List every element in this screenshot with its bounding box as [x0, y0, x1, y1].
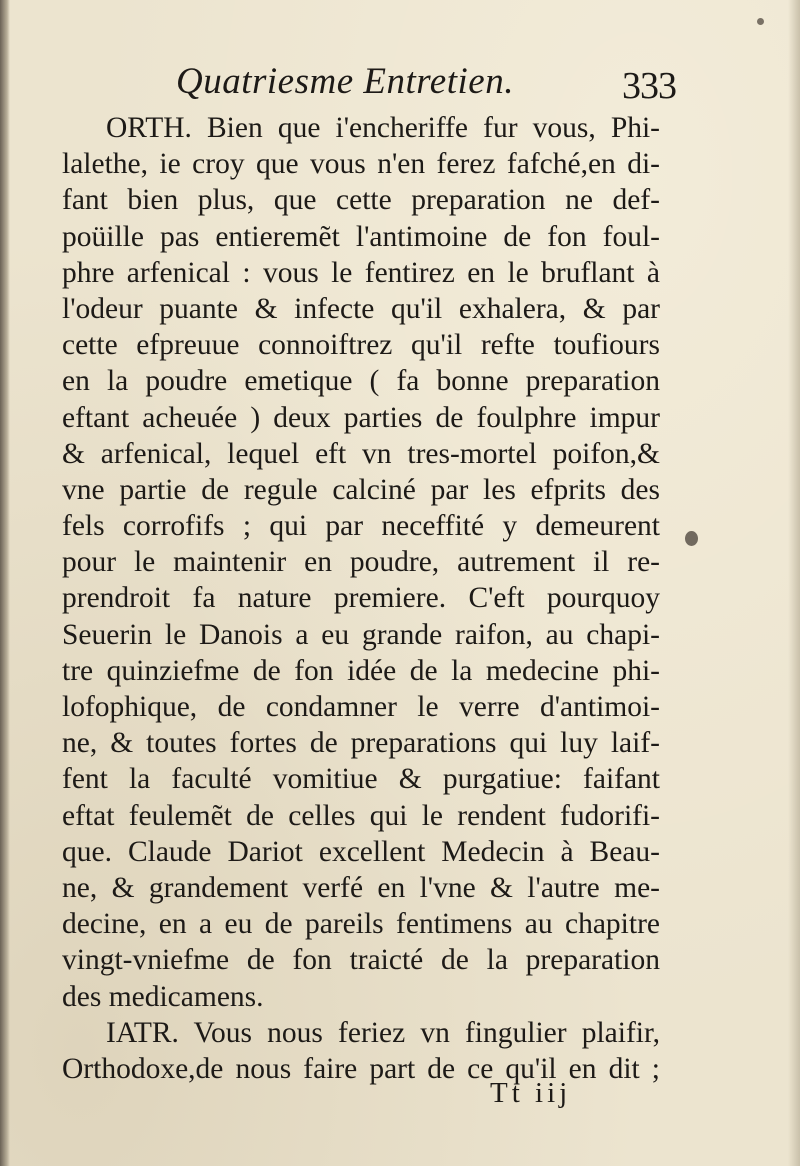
- text-line: l'odeur puante & infecte qu'il exhalera, & par: [62, 292, 660, 325]
- text-line: eftant acheuée ) deux parties de foulphre impur: [62, 401, 660, 434]
- running-head: Quatriesme Entretien.: [176, 61, 514, 102]
- text-line: IATR. Vous nous feriez vn fingulier plaifir,: [106, 1016, 660, 1049]
- text-line: ne, & grandement verfé en l'vne & l'autre me-: [62, 871, 660, 904]
- text-line: & arfenical, lequel eft vn tres-mortel poifon,&: [62, 437, 660, 470]
- text-line: en la poudre emetique ( fa bonne preparation: [62, 365, 660, 398]
- text-line: lalethe, ie croy que vous n'en ferez fafché,en di-: [62, 148, 660, 181]
- body-text: [62, 110, 660, 1087]
- text-line: ORTH. Bien que i'encheriffe fur vous, Phi-: [106, 112, 660, 144]
- text-line: des medicamens.: [62, 980, 264, 1013]
- text-line: tre quinziefme de fon idée de la medecine phi-: [62, 654, 660, 687]
- text-line: pour le maintenir en poudre, autrement il re-: [62, 546, 660, 579]
- text-line: vne partie de regule calciné par les efprits des: [62, 473, 660, 506]
- text-line: ne, & toutes fortes de preparations qui luy laif-: [62, 727, 660, 760]
- text-line: lofophique, de condamner le verre d'antimoi-: [62, 691, 660, 723]
- text-line: vingt-vniefme de fon traicté de la preparation: [62, 944, 660, 977]
- text-line: fant bien plus, que cette preparation ne def-: [62, 184, 660, 217]
- text-line: eftat feulemẽt de celles qui le rendent fudorifi-: [62, 799, 660, 832]
- text-line: Seuerin le Danois a eu grande raifon, au chapi-: [62, 618, 660, 651]
- page-header: [176, 58, 676, 110]
- ink-spot: [757, 18, 764, 25]
- text-line: Orthodoxe,de nous faire part de ce qu'il en dit ;: [62, 1052, 660, 1085]
- text-line: que. Claude Dariot excellent Medecin à Beau-: [62, 835, 660, 868]
- page-edge-shadow: [788, 0, 800, 1166]
- page-number: 333: [622, 65, 676, 107]
- page-gutter-shadow: [0, 0, 10, 1166]
- signature-mark: Tt iij: [490, 1077, 572, 1109]
- text-line: cette efpreuue connoiftrez qu'il refte toufiours: [62, 329, 660, 362]
- ink-spot: [685, 531, 698, 546]
- text-line: decine, en a eu de pareils fentimens au chapitre: [62, 908, 660, 941]
- text-line: fels corrofifs ; qui par neceffité y demeurent: [62, 510, 660, 543]
- text-line: phre arfenical : vous le fentirez en le bruflant à: [62, 256, 660, 289]
- text-line: poüille pas entieremẽt l'antimoine de fon foul-: [62, 220, 660, 253]
- text-line: prendroit fa nature premiere. C'eft pourquoy: [62, 582, 660, 615]
- text-line: fent la faculté vomitiue & purgatiue: faifant: [62, 763, 660, 796]
